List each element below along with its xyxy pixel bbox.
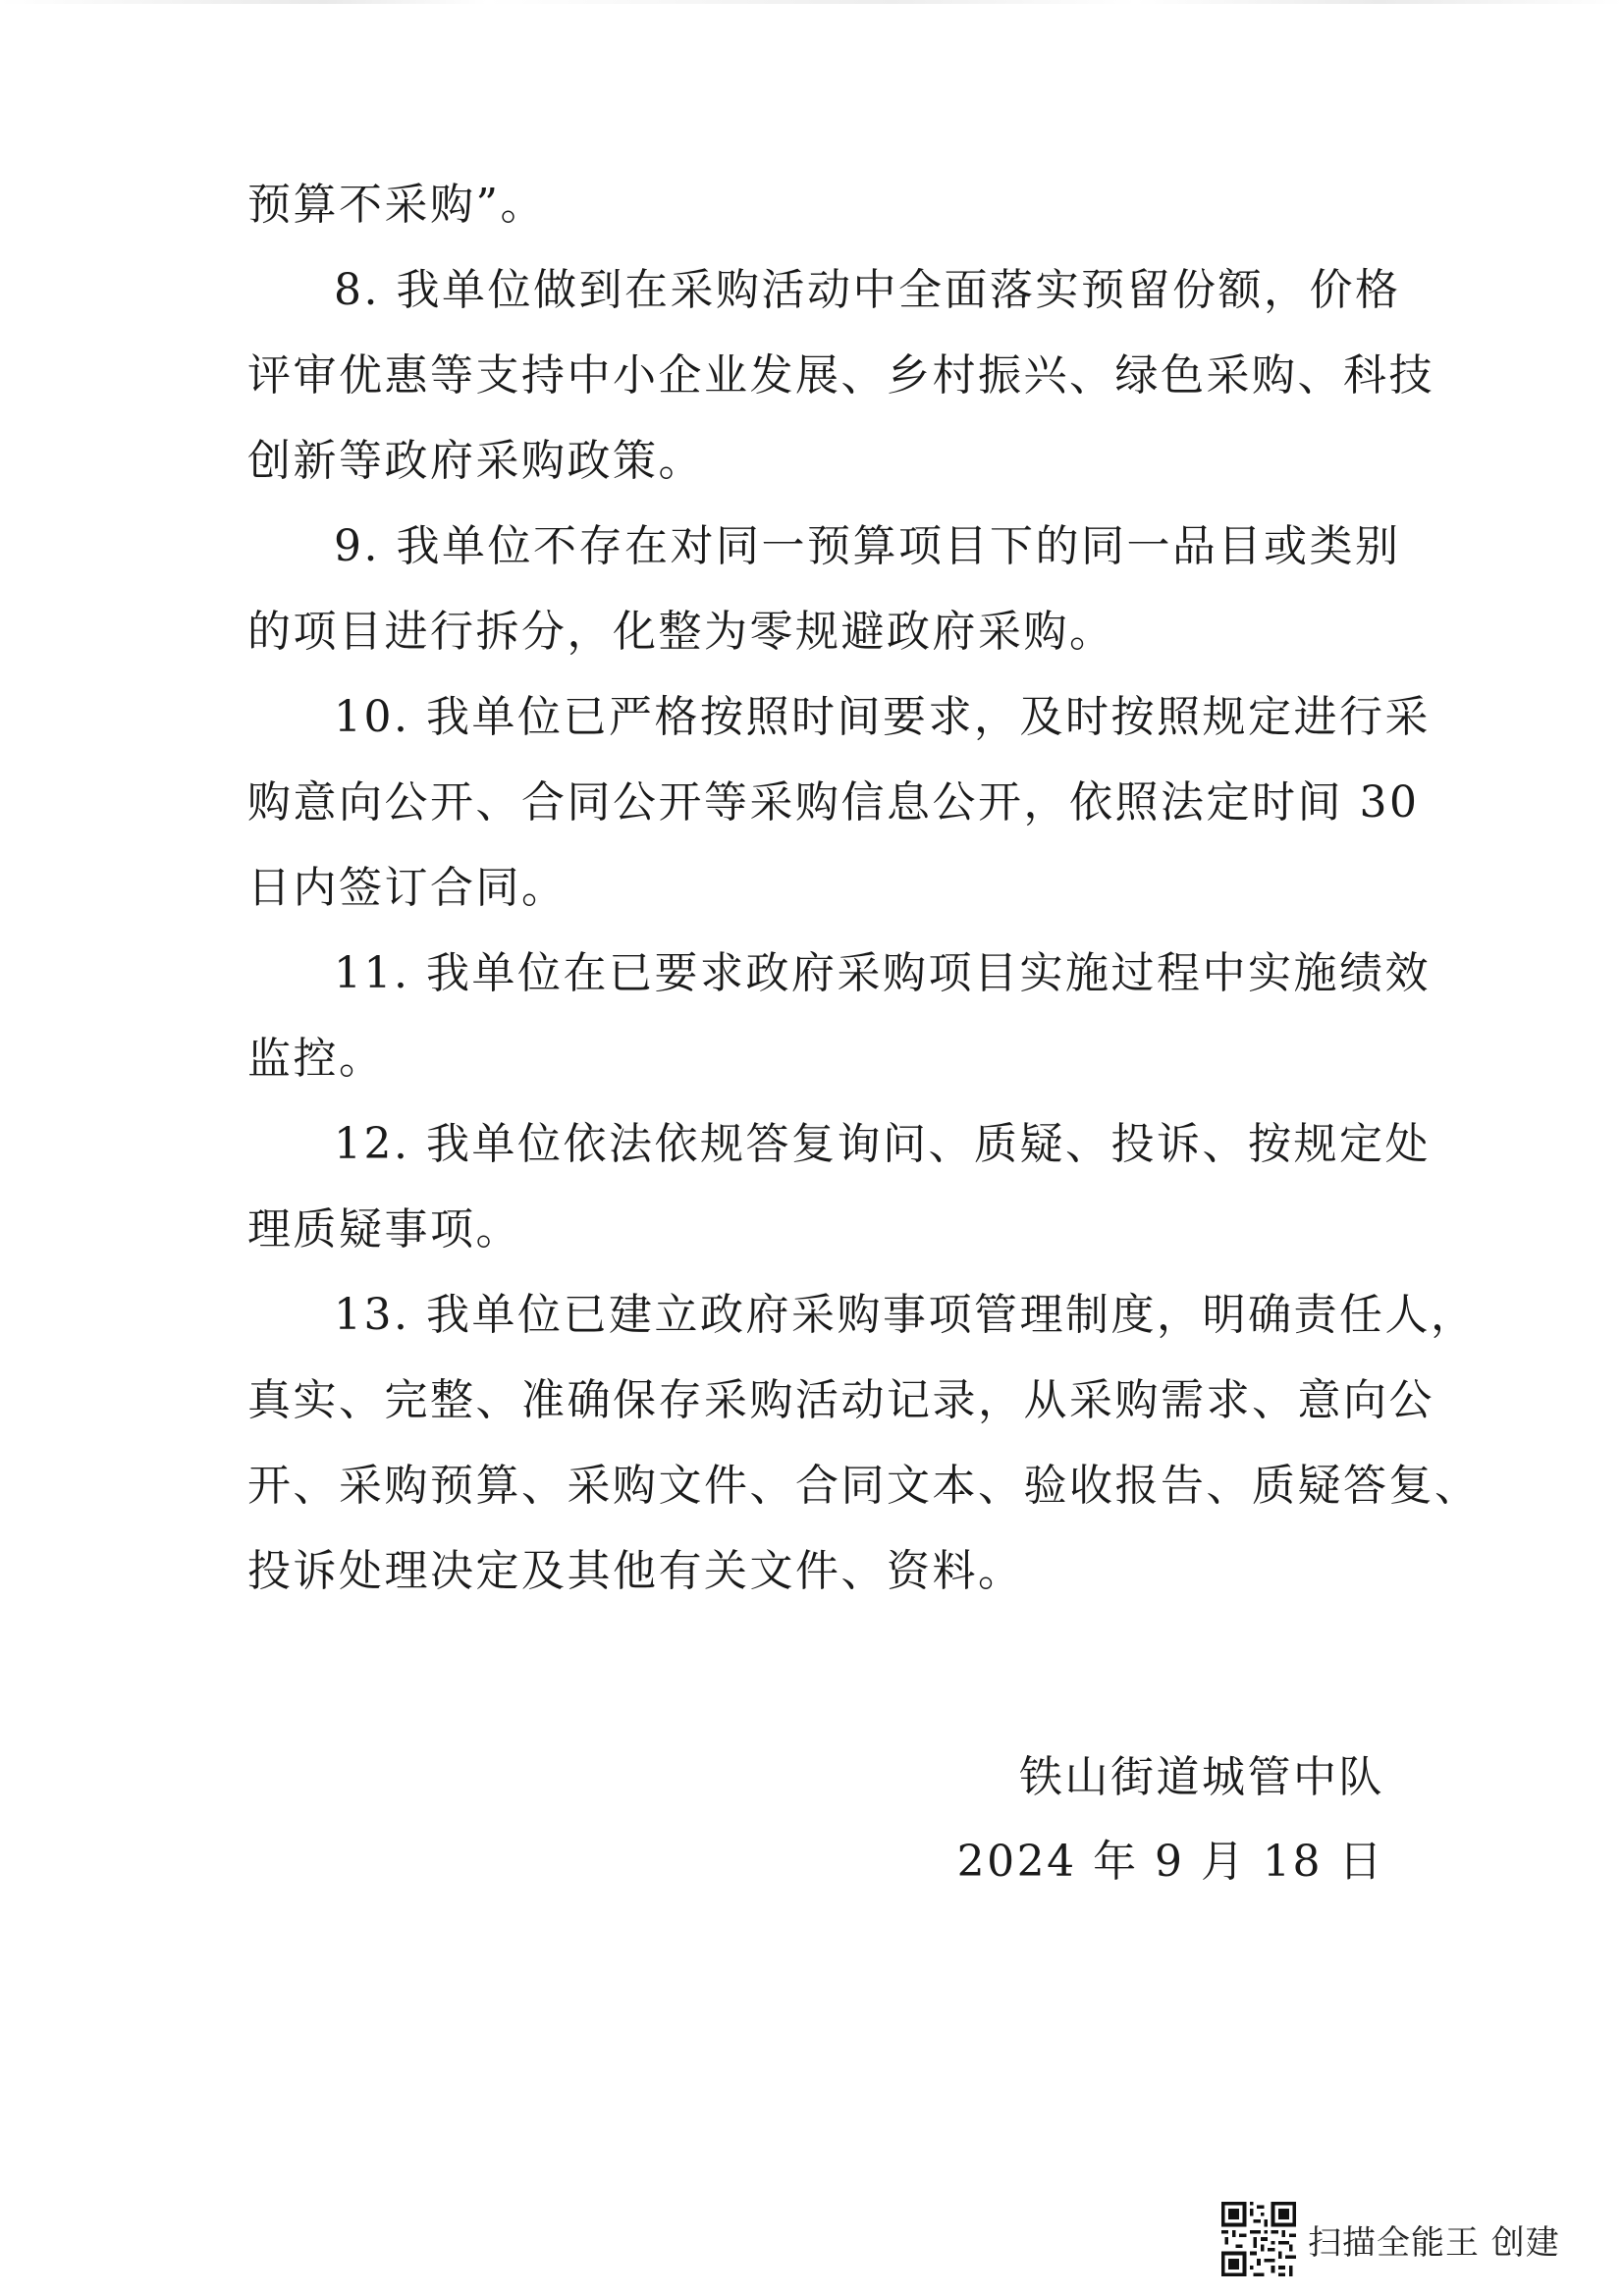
paragraph-line: 预算不采购”。	[247, 180, 546, 230]
paragraph-line: 10. 我单位已严格按照时间要求，及时按照规定进行采	[334, 692, 1431, 742]
paragraph-line: 13. 我单位已建立政府采购事项管理制度，明确责任人，	[334, 1290, 1477, 1340]
paragraph-line: 8. 我单位做到在采购活动中全面落实预留份额，价格	[334, 265, 1401, 315]
watermark-text: 扫描全能王 创建	[1308, 2222, 1560, 2263]
signature-date: 2024 年 9 月 18 日	[956, 1837, 1384, 1887]
paragraph-line: 监控。	[247, 1034, 385, 1084]
scanner-watermark	[1221, 2202, 1560, 2276]
paragraph-line: 购意向公开、合同公开等采购信息公开，依照法定时间 30	[247, 777, 1420, 828]
signature-organization: 铁山街道城管中队	[1019, 1752, 1384, 1802]
paragraph-line: 评审优惠等支持中小企业发展、乡村振兴、绿色采购、科技	[247, 350, 1434, 400]
paragraph-line: 11. 我单位在已要求政府采购项目实施过程中实施绩效	[334, 948, 1431, 998]
paragraph-line: 9. 我单位不存在对同一预算项目下的同一品目或类别	[334, 521, 1401, 571]
paragraph-line: 开、采购预算、采购文件、合同文本、验收报告、质疑答复、	[247, 1461, 1481, 1511]
paragraph-line: 12. 我单位依法依规答复询问、质疑、投诉、按规定处	[334, 1119, 1431, 1169]
paragraph-line: 的项目进行拆分，化整为零规避政府采购。	[247, 607, 1115, 657]
qr-code-icon	[1221, 2202, 1296, 2276]
scan-edge-artifact	[0, 0, 1623, 4]
paragraph-line: 创新等政府采购政策。	[247, 436, 704, 486]
paragraph-line: 日内签订合同。	[247, 863, 568, 913]
paragraph-line: 真实、完整、准确保存采购活动记录，从采购需求、意向公	[247, 1375, 1434, 1425]
document-body	[247, 162, 1481, 1614]
paragraph-line: 投诉处理决定及其他有关文件、资料。	[247, 1546, 1024, 1596]
signature-block	[957, 1735, 1384, 1904]
paragraph-line: 理质疑事项。	[247, 1204, 521, 1255]
